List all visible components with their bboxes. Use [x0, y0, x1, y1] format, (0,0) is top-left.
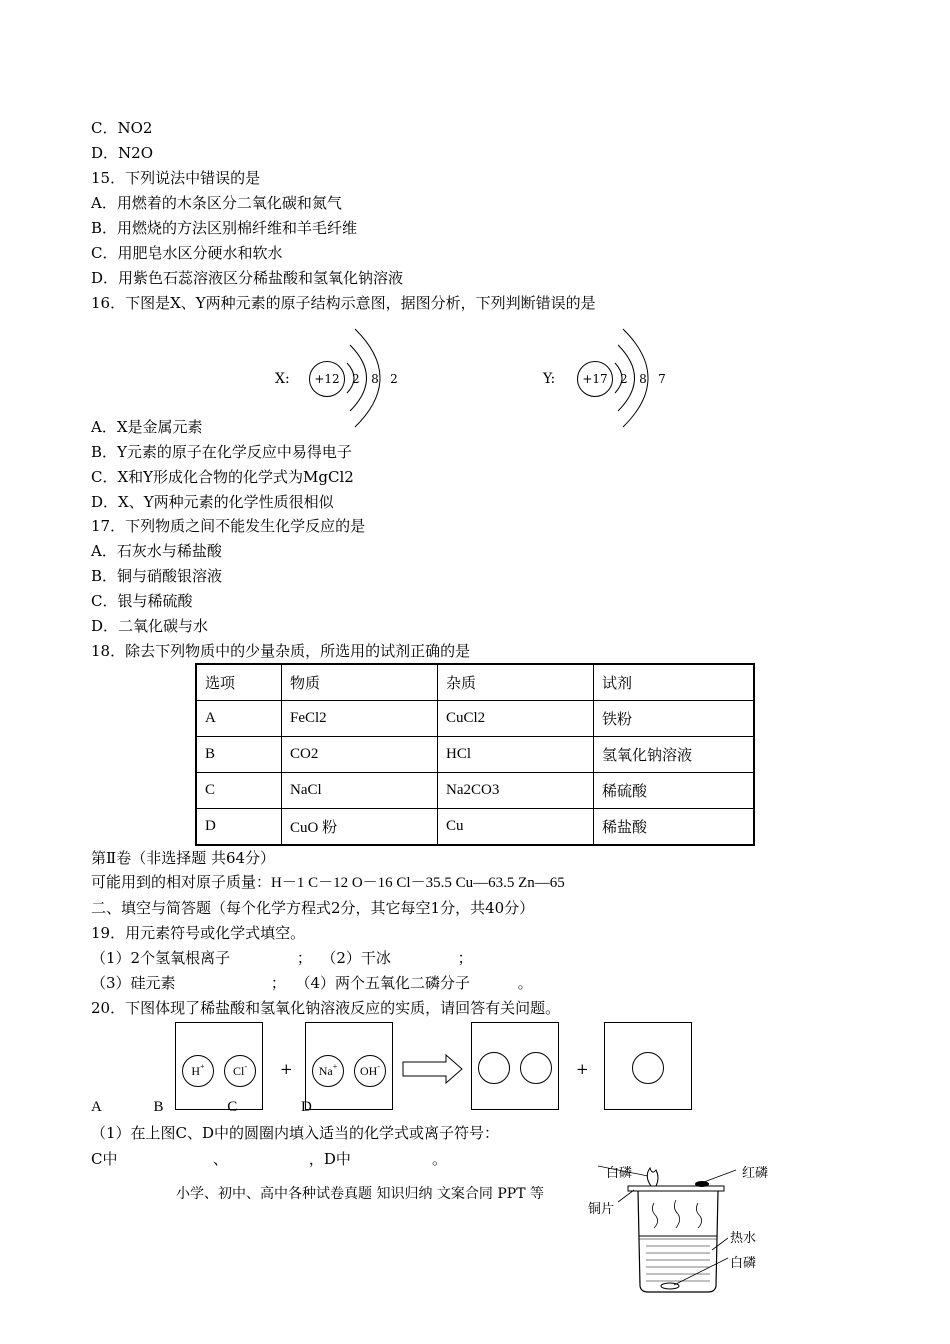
option-c-q15: C．用肥皂水区分硬水和软水: [91, 244, 283, 262]
table-cell: 稀硫酸: [594, 773, 755, 809]
option-b-q17: B．铜与硝酸银溶液: [91, 567, 223, 585]
table-cell: C: [196, 773, 282, 809]
table-header: 物质: [282, 664, 438, 701]
table-cell: A: [196, 701, 282, 737]
table-cell: Na2CO3: [438, 773, 594, 809]
plus-sign: +: [576, 1060, 589, 1078]
reaction-arrow-icon: [402, 1054, 464, 1084]
option-d-q16: D．X、Y两种元素的化学性质很相似: [91, 493, 334, 511]
table-row: [196, 773, 754, 809]
option-b-q15: B．用燃烧的方法区别棉纤维和羊毛纤维: [91, 219, 358, 237]
label-white-phosphorus-bottom: 白磷: [730, 1256, 757, 1271]
label-white-phosphorus-top: 白磷: [606, 1166, 633, 1181]
table-header: 杂质: [438, 664, 594, 701]
table-cell: HCl: [438, 737, 594, 773]
question-19-part-3-4: （3）硅元素 ； （4）两个五氧化二磷分子 。: [91, 974, 533, 992]
atom-y-label: Y:: [543, 371, 556, 387]
table-cell: B: [196, 737, 282, 773]
atom-y-nucleus: +17: [577, 361, 613, 397]
empty-circle-c2[interactable]: [520, 1052, 552, 1084]
atom-x-shells-icon: [275, 325, 425, 430]
question-20-blanks: C中 、 ，D中 。: [91, 1150, 447, 1168]
option-d-q17: D．二氧化碳与水: [91, 617, 209, 635]
option-c-q16: C．X和Y形成化合物的化学式为MgCl2: [91, 468, 354, 486]
option-a-q17: A．石灰水与稀盐酸: [91, 542, 222, 560]
empty-circle-c1[interactable]: [478, 1052, 510, 1084]
table-header-row: [196, 664, 754, 701]
option-b-q16: B．Y元素的原子在化学反应中易得电子: [91, 443, 352, 461]
atom-x-label: X:: [275, 371, 290, 387]
question-15: 15．下列说法中错误的是: [91, 169, 261, 187]
atom-y-electrons: 2 8 7: [620, 372, 666, 386]
box-d: [604, 1022, 692, 1110]
plus-sign: +: [280, 1060, 293, 1078]
question-18: 18．除去下列物质中的少量杂质，所选用的试剂正确的是: [91, 642, 471, 660]
option-c-q17: C．银与稀硫酸: [91, 592, 193, 610]
atom-x-nucleus: +12: [309, 361, 345, 397]
question-19: 19．用元素符号或化学式填空。: [91, 924, 306, 942]
table-cell: FeCl2: [282, 701, 438, 737]
table-cell: CO2: [282, 737, 438, 773]
atom-x-electrons: 2 8 2: [352, 372, 398, 386]
option-c-q14: C．NO2: [91, 119, 153, 137]
table-cell: 稀盐酸: [594, 809, 755, 846]
label-hot-water: 热水: [730, 1231, 757, 1246]
part-two-title: 第Ⅱ卷（非选择题 共64分）: [91, 849, 276, 867]
label-copper-plate: 铜片: [588, 1202, 615, 1217]
ion-cl: Cl-: [224, 1055, 256, 1087]
atomic-masses: 可能用到的相对原子质量：H－1 C－12 O－16 Cl－35.5 Cu—63.5 Zn—65: [91, 875, 565, 891]
question-20: 20．下图体现了稀盐酸和氢氧化钠溶液反应的实质，请回答有关问题。: [91, 999, 561, 1017]
atom-x-diagram: [275, 325, 425, 430]
empty-circle-d[interactable]: [632, 1052, 664, 1084]
question-19-part-1-2: （1）2个氢氧根离子 ； （2）干冰 ；: [91, 949, 473, 967]
table-row: [196, 701, 754, 737]
section-two-heading: 二、填空与简答题（每个化学方程式2分，其它每空1分，共40分）: [91, 899, 535, 917]
option-a-q15: A．用燃着的木条区分二氧化碳和氮气: [91, 194, 342, 212]
question-20-part-1: （1）在上图C、D中的圆圈内填入适当的化学式或离子符号：: [91, 1124, 500, 1142]
box-c: [471, 1022, 559, 1110]
ion-oh: OH-: [354, 1055, 386, 1087]
footer-ad-text: 小学、初中、高中各种试卷真题 知识归纳 文案合同 PPT 等: [176, 1186, 544, 1202]
option-d-q14: D．N2O: [91, 144, 153, 162]
atom-y-shells-icon: [543, 325, 693, 430]
table-cell: NaCl: [282, 773, 438, 809]
atom-y-diagram: [543, 325, 693, 430]
question-17: 17．下列物质之间不能发生化学反应的是: [91, 517, 366, 535]
table-cell: 铁粉: [594, 701, 755, 737]
table-row: [196, 809, 754, 846]
box-labels: A B C D: [91, 1099, 312, 1115]
combustion-apparatus: [588, 1158, 788, 1296]
table-cell: 氢氧化钠溶液: [594, 737, 755, 773]
ion-na: Na+: [312, 1055, 344, 1087]
table-cell: CuO 粉: [282, 809, 438, 846]
table-header: 选项: [196, 664, 282, 701]
option-d-q15: D．用紫色石蕊溶液区分稀盐酸和氢氧化钠溶液: [91, 269, 404, 287]
table-row: [196, 737, 754, 773]
impurity-table: [195, 663, 755, 846]
box-b: [305, 1022, 393, 1110]
ion-h: H+: [182, 1055, 214, 1087]
label-red-phosphorus: 红磷: [742, 1166, 769, 1181]
question-16: 16．下图是X、Y两种元素的原子结构示意图，据图分析，下列判断错误的是: [91, 294, 596, 312]
option-a-q16: A．X是金属元素: [91, 418, 203, 436]
table-cell: CuCl2: [438, 701, 594, 737]
table-header: 试剂: [594, 664, 755, 701]
table-cell: Cu: [438, 809, 594, 846]
table-cell: D: [196, 809, 282, 846]
